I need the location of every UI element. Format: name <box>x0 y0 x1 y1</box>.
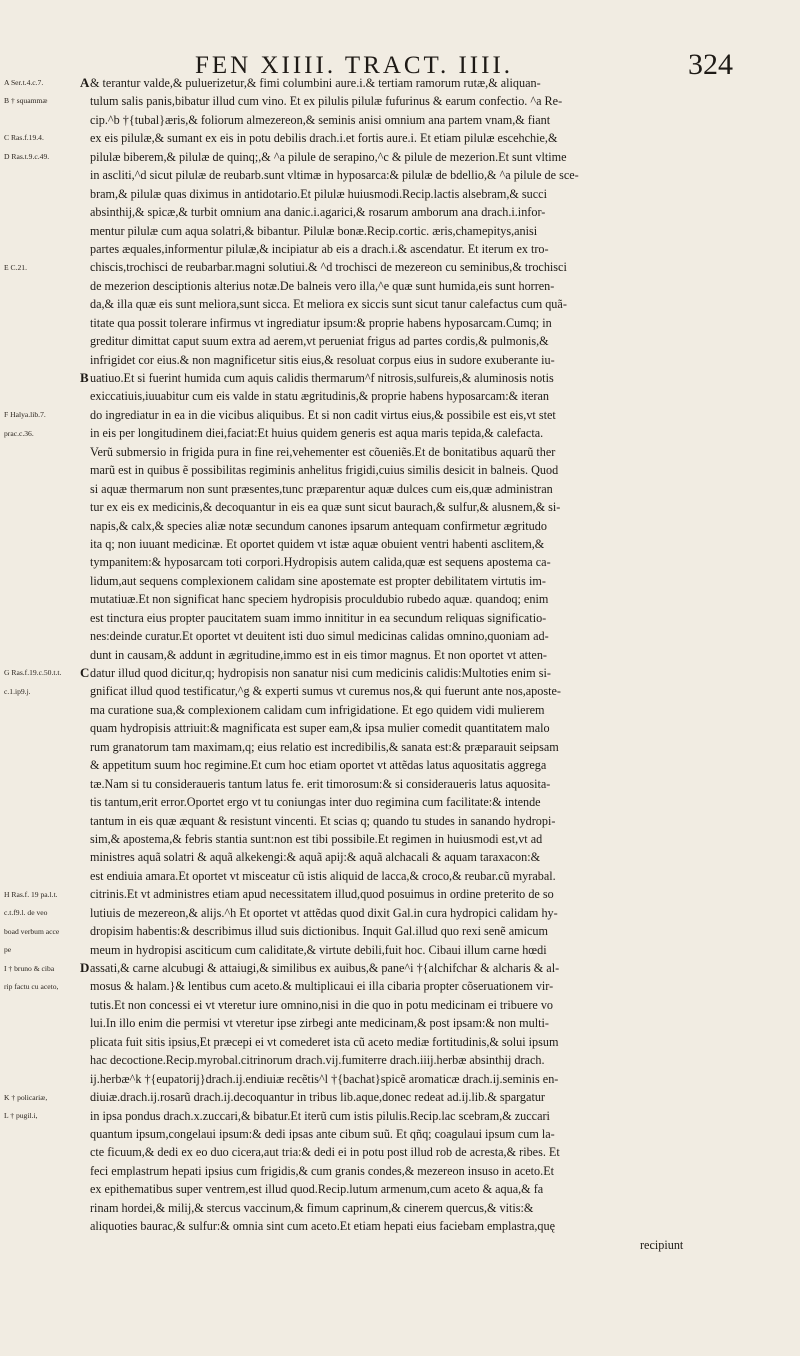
text-line <box>80 701 730 719</box>
section-letter: A <box>80 75 90 90</box>
section-letter: C <box>80 665 90 680</box>
text-line <box>80 332 730 350</box>
text-line <box>80 941 730 959</box>
text-line <box>80 111 730 129</box>
text-line <box>80 222 730 240</box>
text-line <box>80 719 730 737</box>
margin-notes <box>2 0 72 1356</box>
text-line <box>80 1143 730 1161</box>
line-text: ministres aquã solatri & aquã alkekengi:& aquã apij:& aquã alchacali & aquam taraxacon:& <box>90 850 541 865</box>
line-text: est tinctura eius propter paucitatem suam immo innititur in ea secundum reliquas significatio- <box>90 610 547 625</box>
text-line <box>80 74 730 92</box>
line-text: tulum salis panis,bibatur illud cum vino. Et ex pilulis pilulæ fufurinus & earum confectio. ^a Re- <box>90 94 563 109</box>
line-text: assati,& carne alcubugi & attaiugi,& similibus ex auibus,& pane^i †{alchifchar & alcharis & al- <box>90 961 560 975</box>
line-text: quantum ipsum,congelaui ipsum:& dedi ipsas ante cibum suũ. Et qñq; coagulaui ipsum cum la- <box>90 1126 555 1141</box>
text-line <box>80 775 730 793</box>
text-line <box>80 627 730 645</box>
text-line <box>80 609 730 627</box>
line-text: ij.herbæ^k †{eupatorij}drach.ij.endiuiæ recẽtis^l †{bachat}spicẽ aromaticæ drach.ij.seminis en- <box>90 1071 559 1086</box>
line-text: in eis per longitudinem diei,faciat:Et huius quidem generis est aqua maris tepida,& calefacta. <box>90 426 544 441</box>
text-line <box>80 959 730 977</box>
text-line <box>80 793 730 811</box>
line-text: si aquæ thermarum non sunt præsentes,tunc præparentur aquæ dulces cum eis,quæ administran <box>90 481 553 496</box>
line-text: marũ est in quibus ẽ possibilitas regiminis anhelitus frigidi,cuius similis desicit in balneis. Quod <box>90 463 559 478</box>
text-line <box>80 904 730 922</box>
text-line <box>80 258 730 276</box>
margin-note: D Ras.t.9.c.49. <box>4 151 50 161</box>
text-line <box>80 387 730 405</box>
text-line <box>80 517 730 535</box>
margin-note: I † bruno & ciba <box>4 963 55 973</box>
text-line <box>80 830 730 848</box>
text-line <box>80 848 730 866</box>
line-text: lutiuis de mezereon,& alijs.^h Et oportet vt attẽdas quod dixit Gal.in cura hydropici calidam hy- <box>90 905 558 920</box>
margin-note: c.t.f9.l. de veo <box>4 908 48 918</box>
line-text: cip.^b †{tubal}æris,& foliorum almezereon,& seminis anisi omnium ana partem vnam,& fiant <box>90 112 551 127</box>
line-text: lidum,aut sequens complexionem calidam sine apostemate est propter debilitatem virtutis im- <box>90 573 546 588</box>
line-text: napis,& calx,& species aliæ notæ secundum canones ipsarum antequam confirmetur ægritudo <box>90 518 547 533</box>
text-line <box>80 1051 730 1069</box>
text-line <box>80 203 730 221</box>
line-text: feci emplastrum hepati ipsius cum frigidis,& cum granis condes,& mezereon insuso in aceto.Et <box>90 1163 555 1178</box>
text-line <box>80 406 730 424</box>
line-text: quam hydropisis attriuit:& magnificata est super eam,& ipsa mulier comedit quantitatem malo <box>90 721 550 736</box>
line-text: aliquoties baurac,& sulfur:& omnia sint cum aceto.Et etiam hepati eius faciebam emplastra,quę <box>90 1219 555 1234</box>
folio-number: 324 <box>688 48 733 81</box>
line-text: nes:deinde curatur.Et oportet vt deuitent isti duo simul medicinas calidas omnino,quoniam ad- <box>90 629 549 644</box>
line-text: dunt in causam,& addunt in ægritudine,immo est in eis timor magnus. Et non oportet vt atten- <box>90 647 547 662</box>
line-text: ita q; non iuuant medicinæ. Et oportet quidem vt istæ aquæ obuient ventri habenti asclitem,& <box>90 536 545 551</box>
main-text <box>80 74 730 1254</box>
text-line <box>80 240 730 258</box>
line-text: ma curatione sua,& complexionem calidam cum infrigidatione. Et ego quidem vidi mulierem <box>90 702 545 717</box>
text-line <box>80 92 730 110</box>
text-line <box>80 369 730 387</box>
line-text: sim,& apostema,& febris stantia sunt:non est tibi possibile.Et regimen in huiusmodi est,vt ad <box>90 831 543 846</box>
text-line <box>80 977 730 995</box>
text-line <box>80 129 730 147</box>
line-text: citrinis.Et vt administres etiam apud necessitatem illud,quod posuimus in ordine preterito de so <box>90 887 554 902</box>
line-text: mentur pilulæ cum aqua solatri,& bibantur. Pilulæ bonæ.Recip.cortic. æris,chamepitys,anisi <box>90 223 538 238</box>
line-text: est endiuia amara.Et oportet vt misceatur cũ istis aliquid de lacca,& croco,& reubar.cũ myrabal. <box>90 868 556 883</box>
text-line <box>80 461 730 479</box>
text-line <box>80 590 730 608</box>
line-text: lui.In illo enim die permisi vt vteretur ipse zirbegi ante medicinam,& post ipsam:& non multi- <box>90 1016 549 1031</box>
line-text: infrigidet cor eius.& non magnificetur sitis eius,& resoluat corpus eius in sudore exuberante iu- <box>90 352 555 367</box>
line-text: rinam hordei,& milij,& stercus vaccinum,& fimum caprinum,& cinerem quercus,& vitis:& <box>90 1200 534 1215</box>
section-letter: B <box>80 370 89 385</box>
line-text: greditur dimittat caput suum extra ad aerem,vt perueniat frigus ad partes cordis,& pulmonis,& <box>90 334 549 349</box>
text-line <box>80 277 730 295</box>
catchword: recipiunt <box>640 1237 684 1252</box>
text-line <box>80 535 730 553</box>
text-line <box>80 443 730 461</box>
text-line <box>80 295 730 313</box>
text-line <box>80 351 730 369</box>
margin-note: prac.c.36. <box>4 428 34 438</box>
section-letter: D <box>80 960 90 975</box>
margin-note: pe <box>4 945 12 955</box>
margin-note: B † squammæ <box>4 96 48 106</box>
text-line <box>80 148 730 166</box>
line-text: exiccatiuis,iuuabitur cum eis valde in statu ægritudinis,& proprie habens hyposarcam:& iteran <box>90 389 549 404</box>
line-text: diuiæ.drach.ij.rosarũ drach.ij.decoquantur in tribus lib.aque,donec redeat ad.ij.lib.& spargatur <box>90 1090 545 1105</box>
line-text: mosus & halam.}& lentibus cum aceto.& multiplicaui ei illa cibaria propter cõseruationem vir- <box>90 979 554 994</box>
text-line <box>80 1033 730 1051</box>
margin-note: E C.21. <box>4 262 27 272</box>
text-line <box>80 1070 730 1088</box>
text-line <box>80 498 730 516</box>
margin-note: H Ras.f. 19 pa.l.t. <box>4 889 58 899</box>
line-text: do ingrediatur in ea in die vicibus aliquibus. Et si non cadit virtus eius,& possibile est eis,vt stet <box>90 407 556 422</box>
margin-note: rip factu cu aceto, <box>4 982 59 992</box>
text-line <box>80 424 730 442</box>
text-line <box>80 1125 730 1143</box>
line-text: rum granatorum tam maximam,q; eius relatio est incredibilis,& sanata est:& præparauit seipsam <box>90 739 559 754</box>
margin-note: C Ras.f.19.4. <box>4 133 44 143</box>
margin-note: F Halya.lib.7. <box>4 410 46 420</box>
margin-note: A Ser.t.4.c.7. <box>4 78 44 87</box>
line-text: meum in hydropisi asciticum cum caliditate,& virtute debili,fuit hoc. Cibaui illum carne hœdi <box>90 942 547 957</box>
line-text: cte ficuum,& dedi ex eo duo cicera,aut tria:& dedi ei in potu post illud rob de acresta,& ribes. Et <box>90 1145 560 1160</box>
text-line <box>80 1162 730 1180</box>
line-text: in ipsa pondus drach.x.zuccari,& bibatur.Et iterũ cum istis pilulis.Recip.lac scebram,& zuccari <box>90 1108 550 1123</box>
line-text: absinthij,& spicæ,& turbit omnium ana danic.i.agarici,& rosarum amborum ana drach.i.infor- <box>90 205 546 220</box>
text-line <box>80 738 730 756</box>
text-line <box>80 553 730 571</box>
line-text: pilulæ biberem,& pilulæ de quinq;,& ^a pilule de serapino,^c & pilule de mezerion.Et sunt vltime <box>90 149 567 164</box>
line-text: chiscis,trochisci de reubarbar.magni solutiui.& ^d trochisci de mezereon cu seminibus,& trochisci <box>90 260 567 275</box>
margin-note: G Ras.f.19.c.50.t.t. <box>4 668 62 678</box>
text-line <box>80 1014 730 1032</box>
text-line <box>80 756 730 774</box>
line-text: titate qua possit tolerare infirmus vt ingrediatur ipsum:& proprie habens hyposarcam.Cumq; in <box>90 315 552 330</box>
text-line <box>80 572 730 590</box>
line-text: gnificat illud quod testificatur,^g & experti sumus vt curemus nos,& qui fuerunt ante nos,aposte- <box>90 684 561 699</box>
text-line <box>80 664 730 682</box>
line-text: da,& illa quæ eis sunt meliora,sunt sicca. Et meliora ex siccis sunt sicut tanur calefactus cum quã- <box>90 297 567 312</box>
line-text: tis tantum,erit error.Oportet ergo vt tu coniungas inter duo regimina cum facilitate:& intende <box>90 795 541 810</box>
text-line <box>80 1180 730 1198</box>
text-line <box>80 812 730 830</box>
text-line <box>80 885 730 903</box>
line-text: & terantur valde,& puluerizetur,& fimi columbini aure.i.& tertiam ramorum rutæ,& aliquan- <box>90 76 541 90</box>
margin-note: L † pugil.i, <box>4 1111 38 1121</box>
line-text: dropisim habentis:& describimus illud suis dictionibus. Inquit Gal.illud quo rexi senẽ amicum <box>90 924 548 939</box>
line-text: de mezerion desciptionis alterius notæ.De balneis vero illa,^e quæ sunt humida,eis sunt horren- <box>90 278 555 293</box>
margin-note: K † policariæ, <box>4 1092 48 1102</box>
line-text: & appetitum suum hoc regimine.Et cum hoc etiam oportet vt attẽdas latus aquositatis aggrega <box>90 758 547 773</box>
text-line <box>80 922 730 940</box>
line-text: uatiuo.Et si fuerint humida cum aquis calidis thermarum^f nitrosis,sulfureis,& aluminosis notis <box>90 371 554 385</box>
line-text: tantum in eis quæ æquant & resistunt vincenti. Et scias q; quando tu studes in sanando hydropi- <box>90 813 556 828</box>
line-text: tutis.Et non concessi ei vt vteretur iure omnino,nisi in die quo in potu medicinam ei tribuere vo <box>90 997 554 1012</box>
text-line <box>80 480 730 498</box>
text-line <box>80 682 730 700</box>
text-line <box>80 1107 730 1125</box>
text-line <box>80 314 730 332</box>
running-head: FEN XIIII. TRACT. IIII. <box>195 52 514 79</box>
line-text: mutatiuæ.Et non significat hanc speciem hydropisis proculdubio rubedo aquæ. quandoq; enim <box>90 592 549 607</box>
text-line <box>80 646 730 664</box>
text-line <box>80 1088 730 1106</box>
line-text: hac decoctione.Recip.myrobal.citrinorum drach.vij.fumiterre drach.iiij.herbæ absinthij drach. <box>90 1053 545 1068</box>
margin-note: c.1.ip9.j. <box>4 686 31 696</box>
line-text: tæ.Nam si tu consideraueris tantum latus fe. erit timorosum:& si consideraueris latus aquosita- <box>90 776 551 791</box>
text-line <box>80 1217 730 1235</box>
line-text: in ascliti,^d sicut pilulæ de reubarb.sunt vltimæ in hyposarca:& pilulæ de bdellio,& ^a pilule de sce- <box>90 168 579 183</box>
line-text: tur ex eis ex medicinis,& decoquantur in eis ea quæ sunt sicut baurach,& sulfur,& alusnem,& si- <box>90 500 561 515</box>
text-line <box>80 166 730 184</box>
text-line <box>80 1199 730 1217</box>
text-line <box>80 996 730 1014</box>
line-text: partes æquales,informentur pilulæ,& incipiatur ab eis a drach.i.& ascendatur. Et iterum ex tro- <box>90 241 549 256</box>
line-text: bram,& pilulæ quas diximus in antidotario.Et pilulæ huiusmodi.Recip.lactis alsebram,& succi <box>90 186 547 201</box>
line-text: plicata fuit sitis ipsius,Et præcepi ei vt comederet ista cũ aceto mediæ fortitudinis,& solui ipsum <box>90 1034 559 1049</box>
text-line <box>80 185 730 203</box>
text-line <box>80 867 730 885</box>
margin-note: boad verbum acce <box>4 926 60 936</box>
line-text: tympanitem:& hyposarcam toti corpori.Hydropisis autem calida,quæ est sequens apostema ca- <box>90 555 551 570</box>
line-text: ex epithematibus super ventrem,est illud quod.Recip.lutum armenum,cum aceto & aqua,& fa <box>90 1182 544 1197</box>
line-text: ex eis pilulæ,& sumant ex eis in potu debilis drach.i.et fortis aure.i. Et etiam pilulæ escehchie,& <box>90 131 558 146</box>
line-text: Verũ submersio in frigida pura in fine rei,vehementer est cõueniẽs.Et de bonitatibus aquarũ ther <box>90 444 556 459</box>
line-text: datur illud quod dicitur,q; hydropisis non sanatur nisi cum medicinis calidis:Multoties enim si- <box>90 666 551 680</box>
